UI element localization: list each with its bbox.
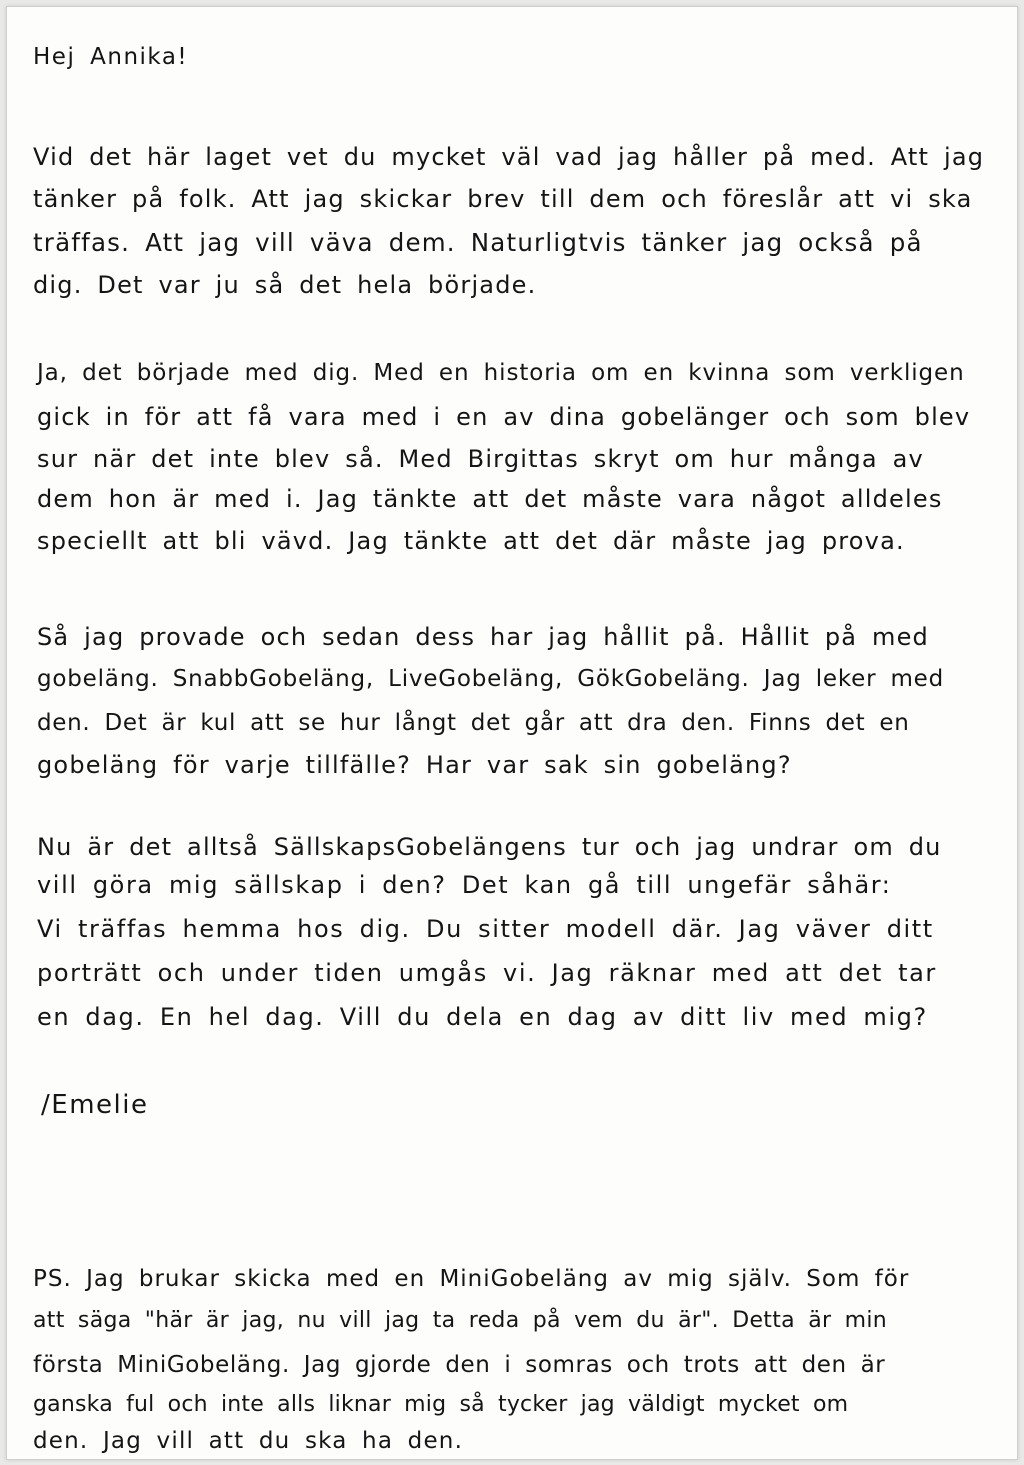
paragraph-4-line-1: Nu är det alltså SällskapsGobelängens tur och jag undrar om du bbox=[37, 833, 942, 861]
paragraph-2-line-2: gick in för att få vara med i en av dina gobelänger och som blev bbox=[37, 403, 971, 431]
signature: /Emelie bbox=[41, 1090, 149, 1120]
postscript-line-1: PS. Jag brukar skicka med en MiniGobeläng av mig själv. Som för bbox=[33, 1266, 910, 1292]
paragraph-4-line-5: en dag. En hel dag. Vill du dela en dag av ditt liv med mig? bbox=[37, 1003, 928, 1031]
paragraph-1-line-1: Vid det här laget vet du mycket väl vad jag håller på med. Att jag bbox=[33, 143, 985, 171]
paragraph-1-line-3: träffas. Att jag vill väva dem. Naturligtvis tänker jag också på bbox=[33, 228, 923, 257]
postscript-line-3: första MiniGobeläng. Jag gjorde den i somras och trots att den är bbox=[33, 1352, 886, 1378]
paragraph-2-line-4: dem hon är med i. Jag tänkte att det måste vara något alldeles bbox=[37, 485, 943, 513]
letter-page bbox=[6, 6, 1018, 1460]
postscript-line-4: ganska ful och inte alls liknar mig så tycker jag väldigt mycket om bbox=[33, 1392, 849, 1417]
paragraph-4-line-2: vill göra mig sällskap i den? Det kan gå till ungefär såhär: bbox=[37, 871, 892, 899]
paragraph-3-line-2: gobeläng. SnabbGobeläng, LiveGobeläng, GökGobeläng. Jag leker med bbox=[37, 666, 945, 692]
paragraph-2-line-5: speciellt att bli vävd. Jag tänkte att det där måste jag prova. bbox=[37, 527, 905, 555]
greeting: Hej Annika! bbox=[33, 44, 189, 70]
paragraph-2-line-3: sur när det inte blev så. Med Birgittas skryt om hur många av bbox=[37, 445, 924, 473]
paragraph-1-line-4: dig. Det var ju så det hela började. bbox=[33, 271, 537, 299]
paragraph-4-line-4: porträtt och under tiden umgås vi. Jag räknar med att det tar bbox=[37, 959, 937, 987]
paragraph-3-line-4: gobeläng för varje tillfälle? Har var sak sin gobeläng? bbox=[37, 751, 792, 779]
paragraph-4-line-3: Vi träffas hemma hos dig. Du sitter modell där. Jag väver ditt bbox=[37, 915, 934, 943]
postscript-line-5: den. Jag vill att du ska ha den. bbox=[33, 1428, 464, 1454]
postscript-line-2: att säga "här är jag, nu vill jag ta reda på vem du är". Detta är min bbox=[33, 1308, 888, 1333]
paragraph-2-line-1: Ja, det började med dig. Med en historia om en kvinna som verkligen bbox=[37, 360, 965, 386]
paragraph-3-line-3: den. Det är kul att se hur långt det går att dra den. Finns det en bbox=[37, 710, 910, 736]
paragraph-1-line-2: tänker på folk. Att jag skickar brev till dem och föreslår att vi ska bbox=[33, 185, 973, 213]
paragraph-3-line-1: Så jag provade och sedan dess har jag hållit på. Hållit på med bbox=[37, 623, 929, 651]
